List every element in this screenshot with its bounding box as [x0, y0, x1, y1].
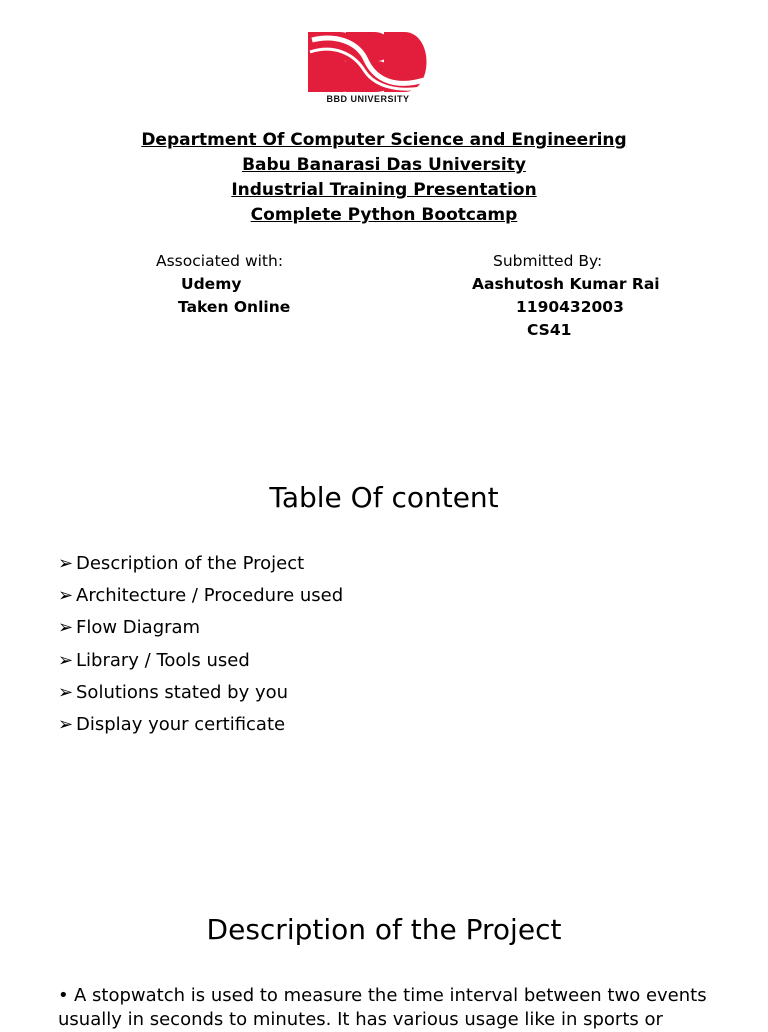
toc-item: [58, 677, 343, 709]
associated-mode: Taken Online: [178, 298, 291, 316]
student-name: Aashutosh Kumar Rai: [472, 275, 660, 293]
description-text: A stopwatch is used to measure the time interval between two events usually in seconds to minutes. It has various usage like in sports or: [58, 985, 707, 1030]
toc-item-label: Library / Tools used: [76, 649, 250, 671]
course-title: Complete Python Bootcamp: [250, 205, 518, 225]
toc-item-label: Solutions stated by you: [76, 681, 289, 703]
student-section: CS41: [527, 321, 572, 339]
department-title: Department Of Computer Science and Engineering: [141, 130, 627, 150]
associated-platform: Udemy: [181, 275, 242, 293]
toc-item-label: Flow Diagram: [76, 617, 201, 639]
toc-item-label: Architecture / Procedure used: [76, 585, 344, 607]
toc-item: [58, 548, 343, 580]
toc-item: [58, 580, 343, 612]
arrow-bullet-icon: ➢: [58, 617, 74, 639]
student-roll-number: 1190432003: [516, 298, 624, 316]
arrow-bullet-icon: ➢: [58, 649, 74, 671]
submitted-label: Submitted By:: [493, 252, 603, 270]
arrow-bullet-icon: ➢: [58, 553, 74, 574]
toc-title: Table Of content: [269, 481, 499, 514]
logo-caption: BBD UNIVERSITY: [326, 94, 410, 104]
description-title: Description of the Project: [206, 913, 562, 946]
arrow-bullet-icon: ➢: [58, 681, 74, 703]
toc-item-label: Display your certificate: [76, 714, 286, 736]
arrow-bullet-icon: ➢: [58, 714, 74, 736]
presentation-title: Industrial Training Presentation: [231, 180, 537, 200]
university-title: Babu Banarasi Das University: [242, 155, 526, 175]
toc-list: [58, 548, 343, 741]
associated-label: Associated with:: [156, 252, 284, 270]
toc-item: [58, 709, 343, 741]
toc-item: [58, 645, 343, 677]
dot-bullet-icon: •: [58, 985, 69, 1006]
arrow-bullet-icon: ➢: [58, 585, 74, 607]
description-paragraph: [58, 984, 738, 1032]
toc-item: [58, 612, 343, 644]
bbd-logo-icon: [306, 30, 430, 96]
toc-item-label: Description of the Project: [76, 553, 305, 574]
